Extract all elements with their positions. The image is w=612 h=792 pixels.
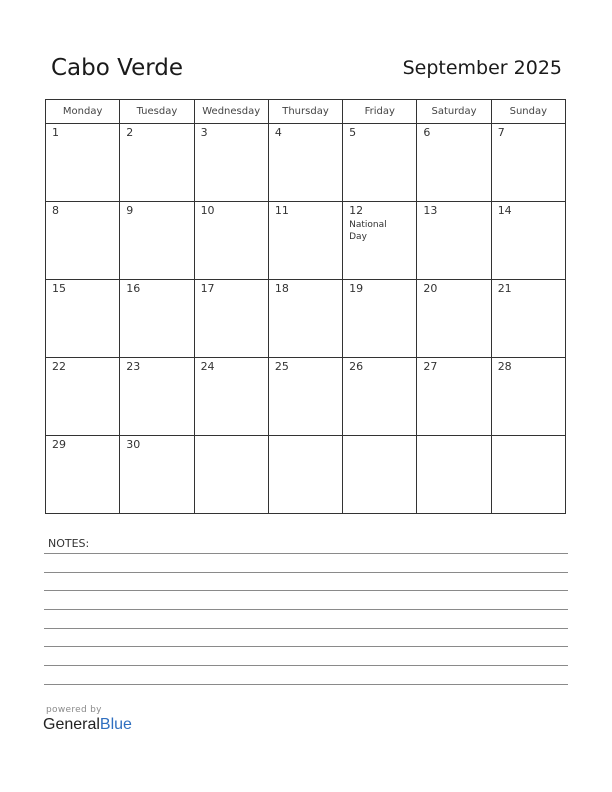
day-cell [343, 436, 417, 514]
powered-by-text: powered by [46, 705, 102, 715]
day-number: 25 [274, 360, 289, 373]
day-number: 13 [423, 204, 438, 217]
day-cell [268, 280, 342, 358]
day-cell [417, 280, 491, 358]
weekday-tuesday: Tuesday [120, 100, 194, 124]
week-row [46, 202, 566, 280]
day-number: 7 [497, 126, 505, 139]
weekday-thursday: Thursday [268, 100, 342, 124]
day-number: 9 [126, 204, 134, 217]
note-line [44, 572, 568, 573]
day-cell [343, 202, 417, 280]
note-line [44, 684, 568, 685]
day-number: 27 [423, 360, 438, 373]
weekday-wednesday: Wednesday [194, 100, 268, 124]
day-cell [46, 280, 120, 358]
day-cell [491, 202, 565, 280]
day-cell [491, 124, 565, 202]
day-cell [194, 358, 268, 436]
weekday-saturday: Saturday [417, 100, 491, 124]
day-number: 21 [497, 282, 512, 295]
day-cell [46, 436, 120, 514]
day-cell [343, 124, 417, 202]
day-cell [491, 436, 565, 514]
day-cell [417, 436, 491, 514]
day-cell [46, 202, 120, 280]
notes-label: NOTES: [48, 537, 90, 550]
note-line [44, 628, 568, 629]
day-number: 8 [52, 204, 59, 217]
day-number: 3 [200, 126, 208, 139]
day-cell [120, 202, 194, 280]
day-number: 2 [126, 126, 134, 139]
day-number: 22 [52, 360, 66, 373]
note-line [44, 646, 568, 647]
weekday-monday: Monday [46, 100, 120, 124]
day-cell [120, 436, 194, 514]
calendar-grid [45, 99, 566, 514]
day-cell [120, 280, 194, 358]
day-number: 28 [497, 360, 512, 373]
weekday-header-row [46, 100, 566, 124]
day-number: 19 [349, 282, 364, 295]
day-number: 24 [200, 360, 215, 373]
day-number: 23 [126, 360, 141, 373]
day-cell [268, 124, 342, 202]
day-number: 4 [274, 126, 282, 139]
day-number: 6 [423, 126, 431, 139]
day-cell [343, 358, 417, 436]
brand-blue: Blue [99, 716, 132, 733]
day-number: 12 [349, 204, 364, 217]
generalblue-logo [43, 716, 132, 734]
note-line [44, 590, 568, 591]
week-row [46, 358, 566, 436]
holiday-label: National Day [349, 220, 387, 242]
day-number: 17 [200, 282, 215, 295]
day-cell [491, 280, 565, 358]
day-cell [120, 124, 194, 202]
day-cell [46, 358, 120, 436]
day-number: 26 [349, 360, 364, 373]
day-cell [194, 202, 268, 280]
day-cell [194, 124, 268, 202]
weekday-sunday: Sunday [491, 100, 565, 124]
day-number: 30 [126, 438, 141, 451]
day-cell [194, 280, 268, 358]
note-line [44, 553, 568, 554]
week-row [46, 124, 566, 202]
week-row [46, 436, 566, 514]
day-cell [343, 280, 417, 358]
day-cell [194, 436, 268, 514]
day-number: 20 [423, 282, 438, 295]
day-cell [268, 202, 342, 280]
day-cell [268, 358, 342, 436]
day-cell [46, 124, 120, 202]
day-number: 16 [126, 282, 141, 295]
day-cell [268, 436, 342, 514]
month-title: September 2025 [402, 57, 562, 79]
day-number: 11 [274, 204, 289, 217]
brand-general: General [43, 716, 100, 733]
note-line [44, 609, 568, 610]
day-number: 10 [200, 204, 215, 217]
day-number: 18 [274, 282, 289, 295]
day-number: 1 [52, 126, 59, 139]
day-number: 5 [349, 126, 357, 139]
day-number: 29 [52, 438, 66, 451]
day-cell [417, 124, 491, 202]
country-title: Cabo Verde [51, 55, 184, 81]
weekday-friday: Friday [343, 100, 417, 124]
day-cell [417, 358, 491, 436]
day-cell [491, 358, 565, 436]
day-number: 14 [497, 204, 512, 217]
day-cell [120, 358, 194, 436]
note-line [44, 665, 568, 666]
day-number: 15 [52, 282, 66, 295]
week-row [46, 280, 566, 358]
day-cell [417, 202, 491, 280]
